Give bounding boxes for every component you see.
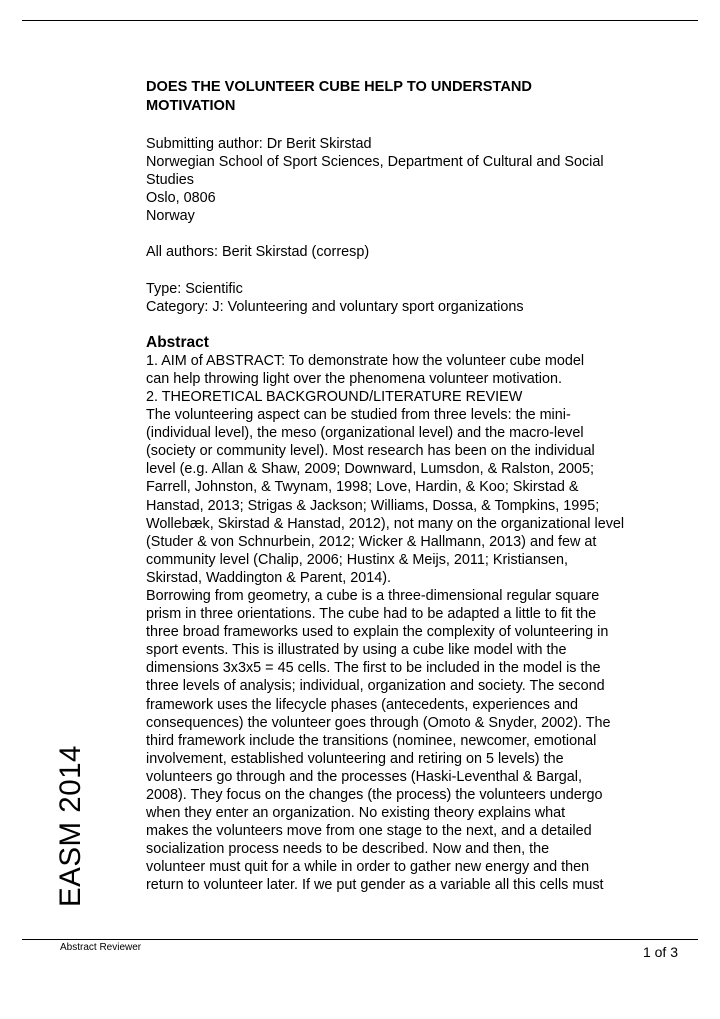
abstract-line: 2008). They focus on the changes (the process) the volunteers undergo [146,787,603,803]
abstract-line: Farrell, Johnston, & Twynam, 1998; Love, Hardin, & Koo; Skirstad & [146,479,579,496]
abstract-line: sport events. This is illustrated by using a cube like model with the [146,642,567,659]
affiliation-line: Studies [146,172,194,189]
address-country: Norway [146,208,195,225]
page-title [146,78,676,116]
abstract-line: when they enter an organization. No existing theory explains what [146,805,566,822]
abstract-line: three broad frameworks used to explain the complexity of volunteering in [146,624,609,641]
abstract-line: The volunteering aspect can be studied from three levels: the mini- [146,407,571,424]
abstract-line: volunteers go through and the processes (Haski-Leventhal & Bargal, [146,768,582,785]
page-number: 1 of 3 [642,944,678,960]
abstract-section [146,334,676,895]
abstract-line: Wollebæk, Skirstad & Hanstad, 2012), not many on the organizational level [146,515,625,532]
abstract-line: consequences) the volunteer goes through (Omoto & Snyder, 2002). The [146,714,611,731]
footer-reviewer-label: Abstract Reviewer [60,942,142,953]
title-line: MOTIVATION [146,98,236,114]
abstract-line: (individual level), the meso (organizational level) and the macro-level [146,425,584,442]
address-city: Oslo, 0806 [146,190,216,207]
abstract-line: makes the volunteers move from one stage to the next, and a detailed [146,823,592,840]
submitting-author: Submitting author: Dr Berit Skirstad [146,136,372,152]
abstract-line: Borrowing from geometry, a cube is a three-dimensional regular square [146,587,600,604]
top-rule [22,20,698,21]
abstract-line: third framework include the transitions (nominee, newcomer, emotional [146,732,597,749]
abstract-line: return to volunteer later. If we put gender as a variable all this cells must [146,877,604,894]
conference-side-label: EASM 2014 [54,745,87,907]
abstract-line: dimensions 3x3x5 = 45 cells. The first to be included in the model is the [146,660,601,677]
document-body [146,78,676,895]
abstract-line: involvement, established volunteering and retiring on 5 levels) the [146,750,564,767]
title-line: DOES THE VOLUNTEER CUBE HELP TO UNDERSTAND [146,79,532,95]
abstract-line: 2. THEORETICAL BACKGROUND/LITERATURE REVIEW [146,388,523,405]
abstract-line: 1. AIM of ABSTRACT: To demonstrate how the volunteer cube model [146,352,585,369]
abstract-line: Skirstad, Waddington & Parent, 2014). [146,569,392,586]
abstract-line: (society or community level). Most research has been on the individual [146,443,595,460]
author-block [146,135,676,225]
type-line: Type: Scientific [146,280,243,297]
category-line: Category: J: Volunteering and voluntary sport organizations [146,298,524,315]
abstract-line: volunteer must quit for a while in order to gather new energy and then [146,859,590,876]
classification-block [146,280,676,316]
abstract-line: (Studer & von Schnurbein, 2012; Wicker & Hallmann, 2013) and few at [146,533,597,550]
abstract-line: Hanstad, 2013; Strigas & Jackson; Williams, Dossa, & Tompkins, 1995; [146,497,600,514]
abstract-heading: Abstract [146,333,209,351]
abstract-line: three levels of analysis; individual, organization and society. The second [146,678,605,695]
abstract-line: socialization process needs to be described. Now and then, the [146,841,550,858]
abstract-line: framework uses the lifecycle phases (antecedents, experiences and [146,696,578,713]
abstract-line: prism in three orientations. The cube had to be adapted a little to fit the [146,606,597,623]
affiliation-line: Norwegian School of Sport Sciences, Department of Cultural and Social [146,154,604,171]
bottom-rule [22,939,698,940]
abstract-text [146,352,676,895]
all-authors: All authors: Berit Skirstad (corresp) [146,244,370,261]
all-authors-block [146,243,676,261]
abstract-line: level (e.g. Allan & Shaw, 2009; Downward, Lumsdon, & Ralston, 2005; [146,461,594,478]
abstract-line: can help throwing light over the phenomena volunteer motivation. [146,370,562,387]
abstract-line: community level (Chalip, 2006; Hustinx & Meijs, 2011; Kristiansen, [146,551,569,568]
